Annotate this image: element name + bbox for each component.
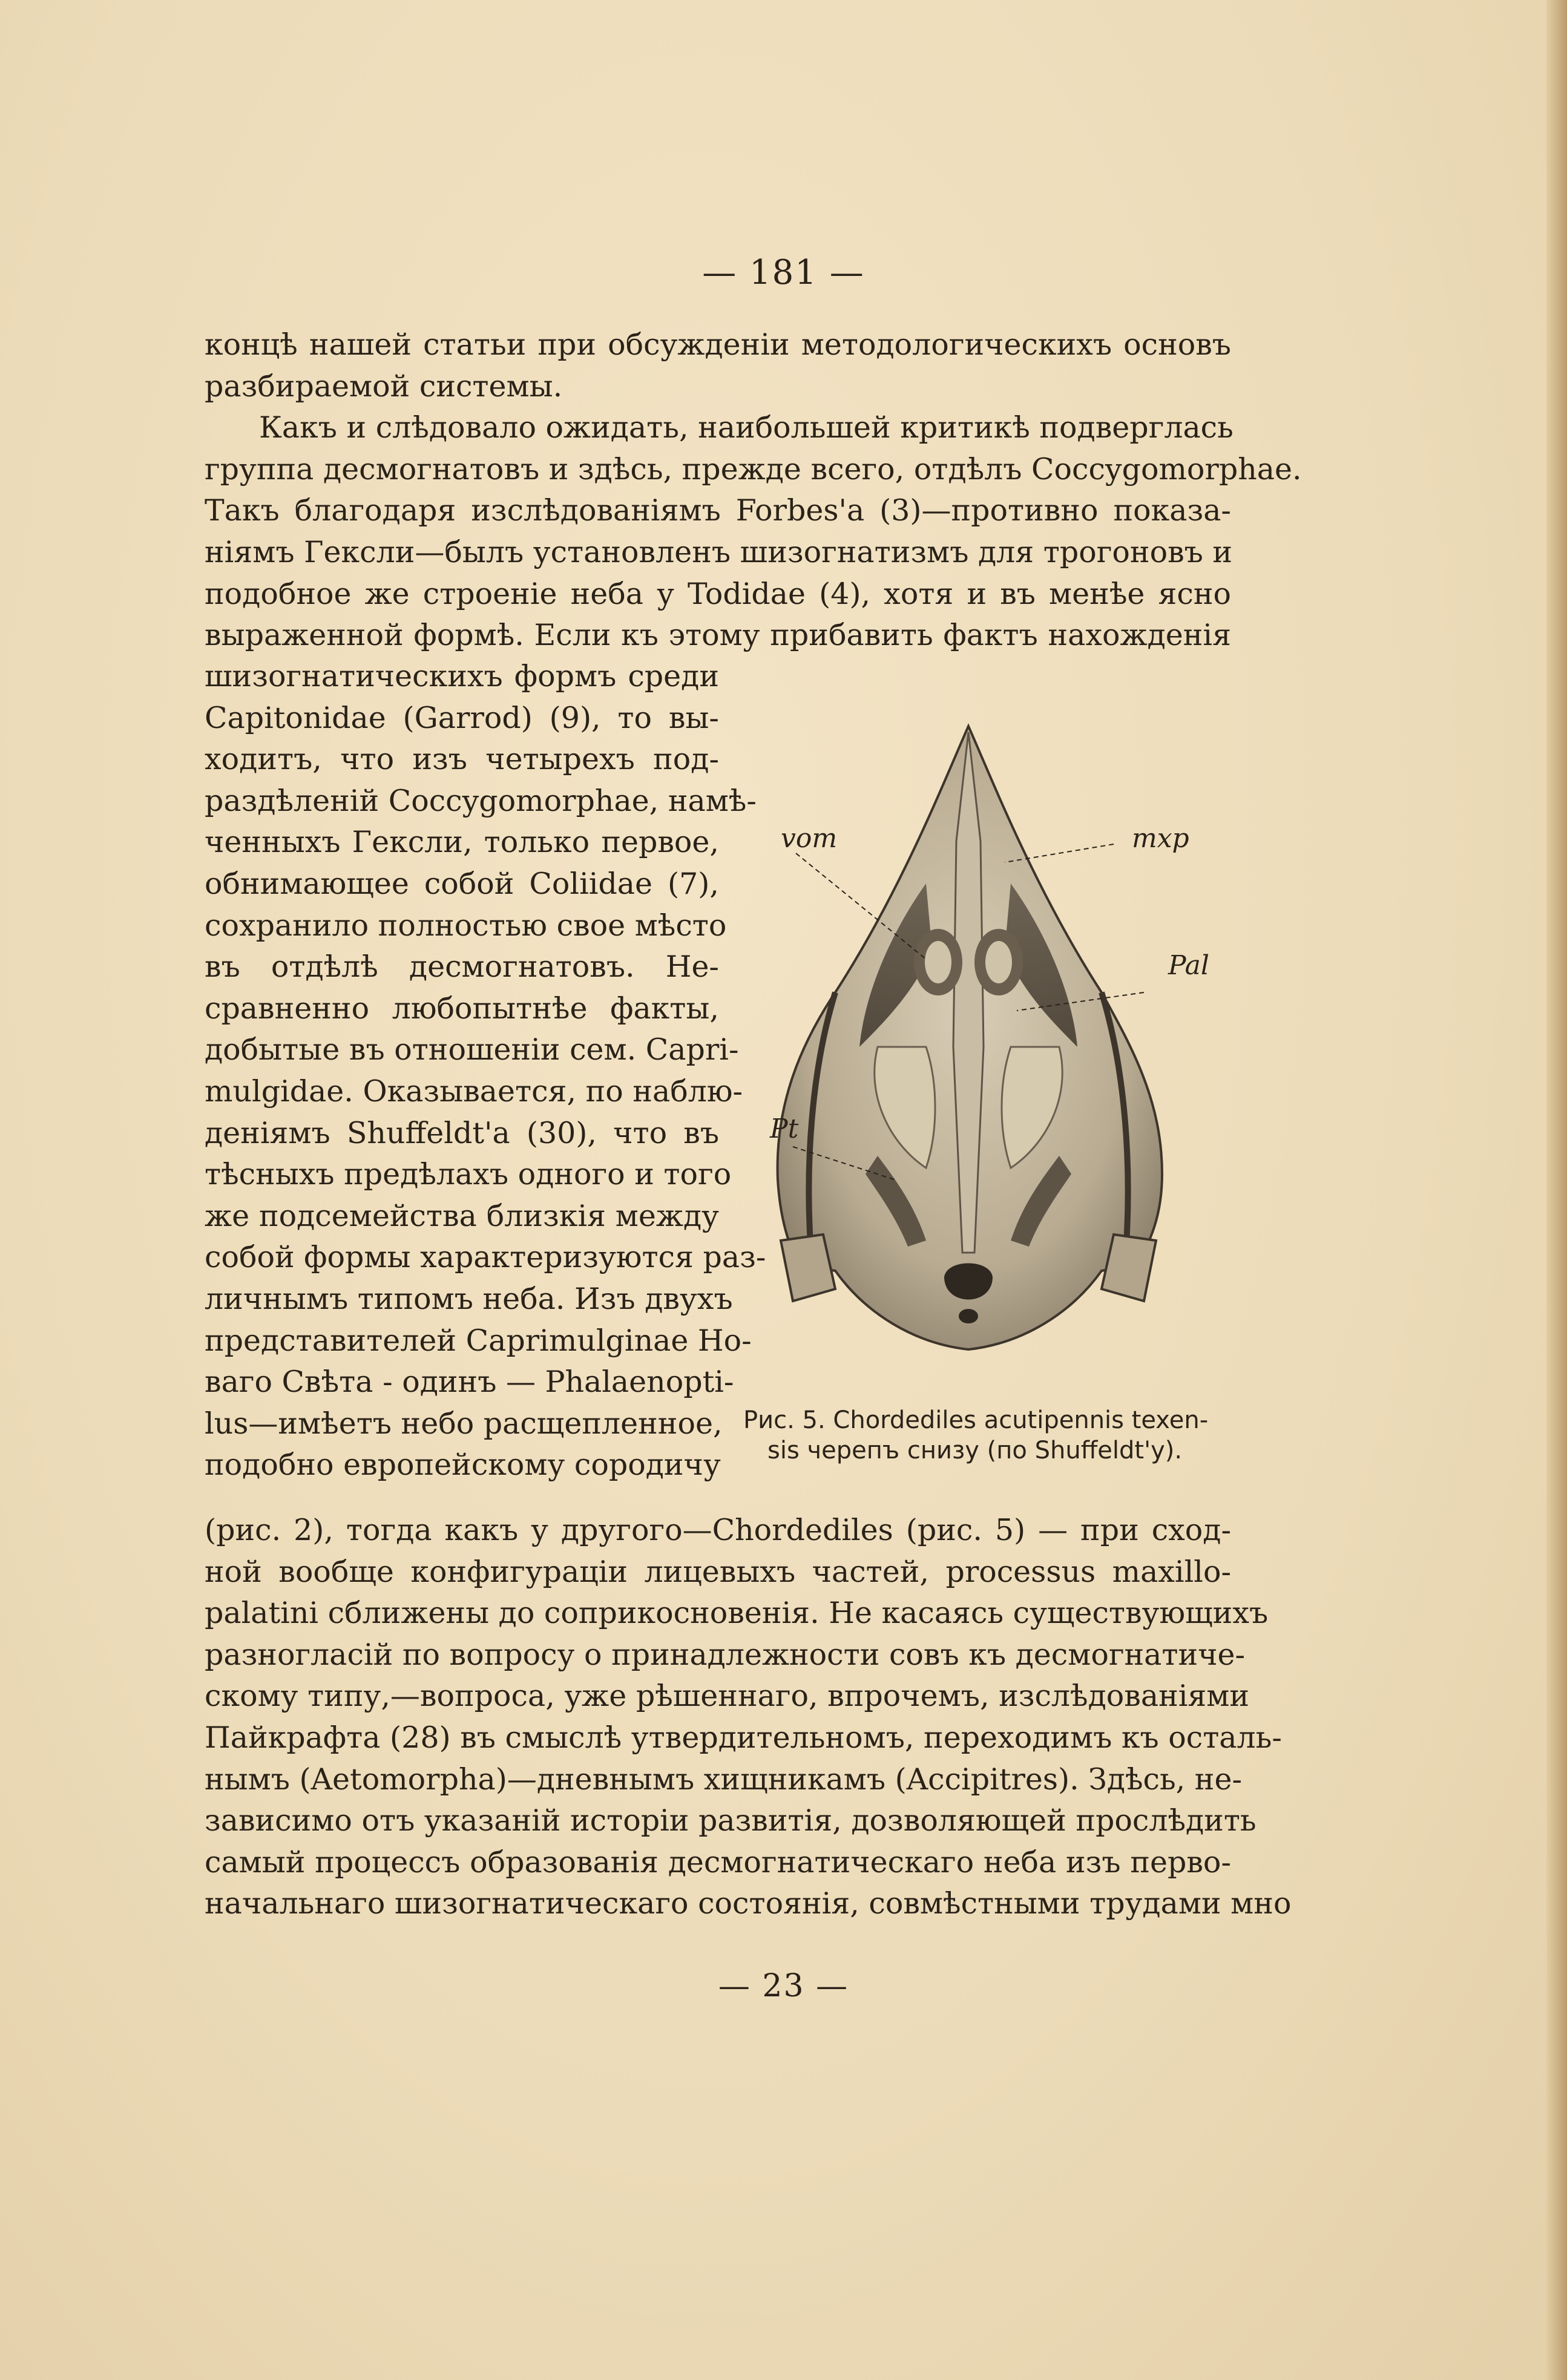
text-line: разбираемой системы. — [205, 369, 563, 404]
text-line: lus—имѣетъ небо расщепленное, — [205, 1406, 723, 1441]
text-line: Capitonidae (Garrod) (9), то вы- — [205, 700, 719, 735]
text-line: разногласій по вопросу о принадлежности совъ къ десмогнатиче- — [205, 1637, 1246, 1672]
text-line: начальнаго шизогнатическаго состоянія, совмѣстными трудами мно — [205, 1886, 1292, 1921]
text-line: же подсемейства близкія между — [205, 1198, 719, 1233]
text-line: личнымъ типомъ неба. Изъ двухъ — [205, 1281, 733, 1316]
text-line: тѣсныхъ предѣлахъ одного и того — [205, 1157, 732, 1192]
text-line: ной вообще конфигураціи лицевыхъ частей, processus maxillo- — [205, 1554, 1231, 1589]
text-line: раздѣленій Coccygomorphae, намѣ- — [205, 783, 757, 818]
text-line: mulgidae. Оказывается, по наблю- — [205, 1074, 743, 1109]
text-line: ходитъ, что изъ четырехъ под- — [205, 742, 719, 777]
text-line: сравненно любопытнѣе факты, — [205, 991, 719, 1026]
text-line: самый процессъ образованія десмогнатическаго неба изъ перво- — [205, 1844, 1231, 1880]
bottom-text-block — [205, 1510, 1292, 1925]
text-line: подобно европейскому сородичу — [205, 1447, 721, 1483]
caption-line: Рис. 5. Chordediles acutipennis texen- — [743, 1406, 1209, 1434]
skull-illustration — [744, 708, 1265, 1374]
caption-line: sis черепъ снизу (по Shuffeldt'y). — [767, 1437, 1183, 1464]
text-line: ваго Свѣта - одинъ — Phalaenopti- — [205, 1365, 734, 1400]
signature-number-footer: — 23 — — [718, 1968, 849, 2004]
label-vom: vom — [781, 823, 838, 854]
text-line: представителей Caprimulginae Но- — [205, 1323, 752, 1358]
text-line: (рис. 2), тогда какъ у другого—Chordediles (рис. 5) — при сход- — [205, 1513, 1231, 1547]
text-line: группа десмогнатовъ и здѣсь, прежде всего, отдѣлъ Coccygomorphae. — [205, 451, 1302, 487]
text-line: шизогнатическихъ формъ среди — [205, 659, 719, 693]
skull-figure — [744, 708, 1265, 1374]
left-column-text — [205, 656, 766, 1486]
text-line: деніямъ Shuffeldt'a (30), что въ — [205, 1115, 719, 1150]
text-line: скому типу,—вопроса, уже рѣшеннаго, впрочемъ, изслѣдованіями — [205, 1679, 1250, 1714]
text-line: palatini сближены до соприкосновенія. Не касаясь существующихъ — [205, 1596, 1269, 1631]
text-line: Пайкрафта (28) въ смыслѣ утвердительномъ, переходимъ къ осталь- — [205, 1720, 1282, 1755]
text-line: сохранило полностью свое мѣсто — [205, 908, 727, 943]
text-line: Такъ благодаря изслѣдованіямъ Forbes'a (3)—противно показа- — [205, 493, 1231, 528]
label-pt: Pt — [770, 1113, 799, 1144]
text-line: собой формы характеризуются раз- — [205, 1240, 766, 1275]
text-line: выраженной формѣ. Если къ этому прибавить фактъ нахожденія — [205, 618, 1231, 653]
page-edge-shadow — [1546, 0, 1567, 2380]
text-line: Какъ и слѣдовало ожидать, наибольшей критикѣ подверглась — [259, 410, 1234, 445]
top-text-block — [205, 324, 1302, 657]
text-line: ніямъ Гексли—былъ установленъ шизогнатизмъ для трогоновъ и — [205, 534, 1233, 569]
figure-caption — [743, 1405, 1276, 1466]
text-line: нымъ (Aetomorpha)—дневнымъ хищникамъ (Accipitres). Здѣсь, не- — [205, 1762, 1243, 1797]
text-line: въ отдѣлѣ десмогнатовъ. Не- — [205, 949, 719, 985]
text-line: подобное же строеніе неба у Todidae (4), хотя и въ менѣе ясно — [205, 576, 1231, 611]
text-line: обнимающее собой Coliidae (7), — [205, 866, 719, 901]
text-line: концѣ нашей статьи при обсужденіи методологическихъ основъ — [205, 327, 1231, 362]
text-line: зависимо отъ указаній исторіи развитія, дозволяющей прослѣдить — [205, 1803, 1257, 1838]
page-number-header: — 181 — — [702, 253, 865, 292]
label-pal: Pal — [1168, 950, 1209, 981]
text-line: ченныхъ Гексли, только первое, — [205, 825, 719, 860]
text-line: добытые въ отношеніи сем. Capri- — [205, 1032, 739, 1067]
label-mxp: mxp — [1132, 823, 1189, 854]
